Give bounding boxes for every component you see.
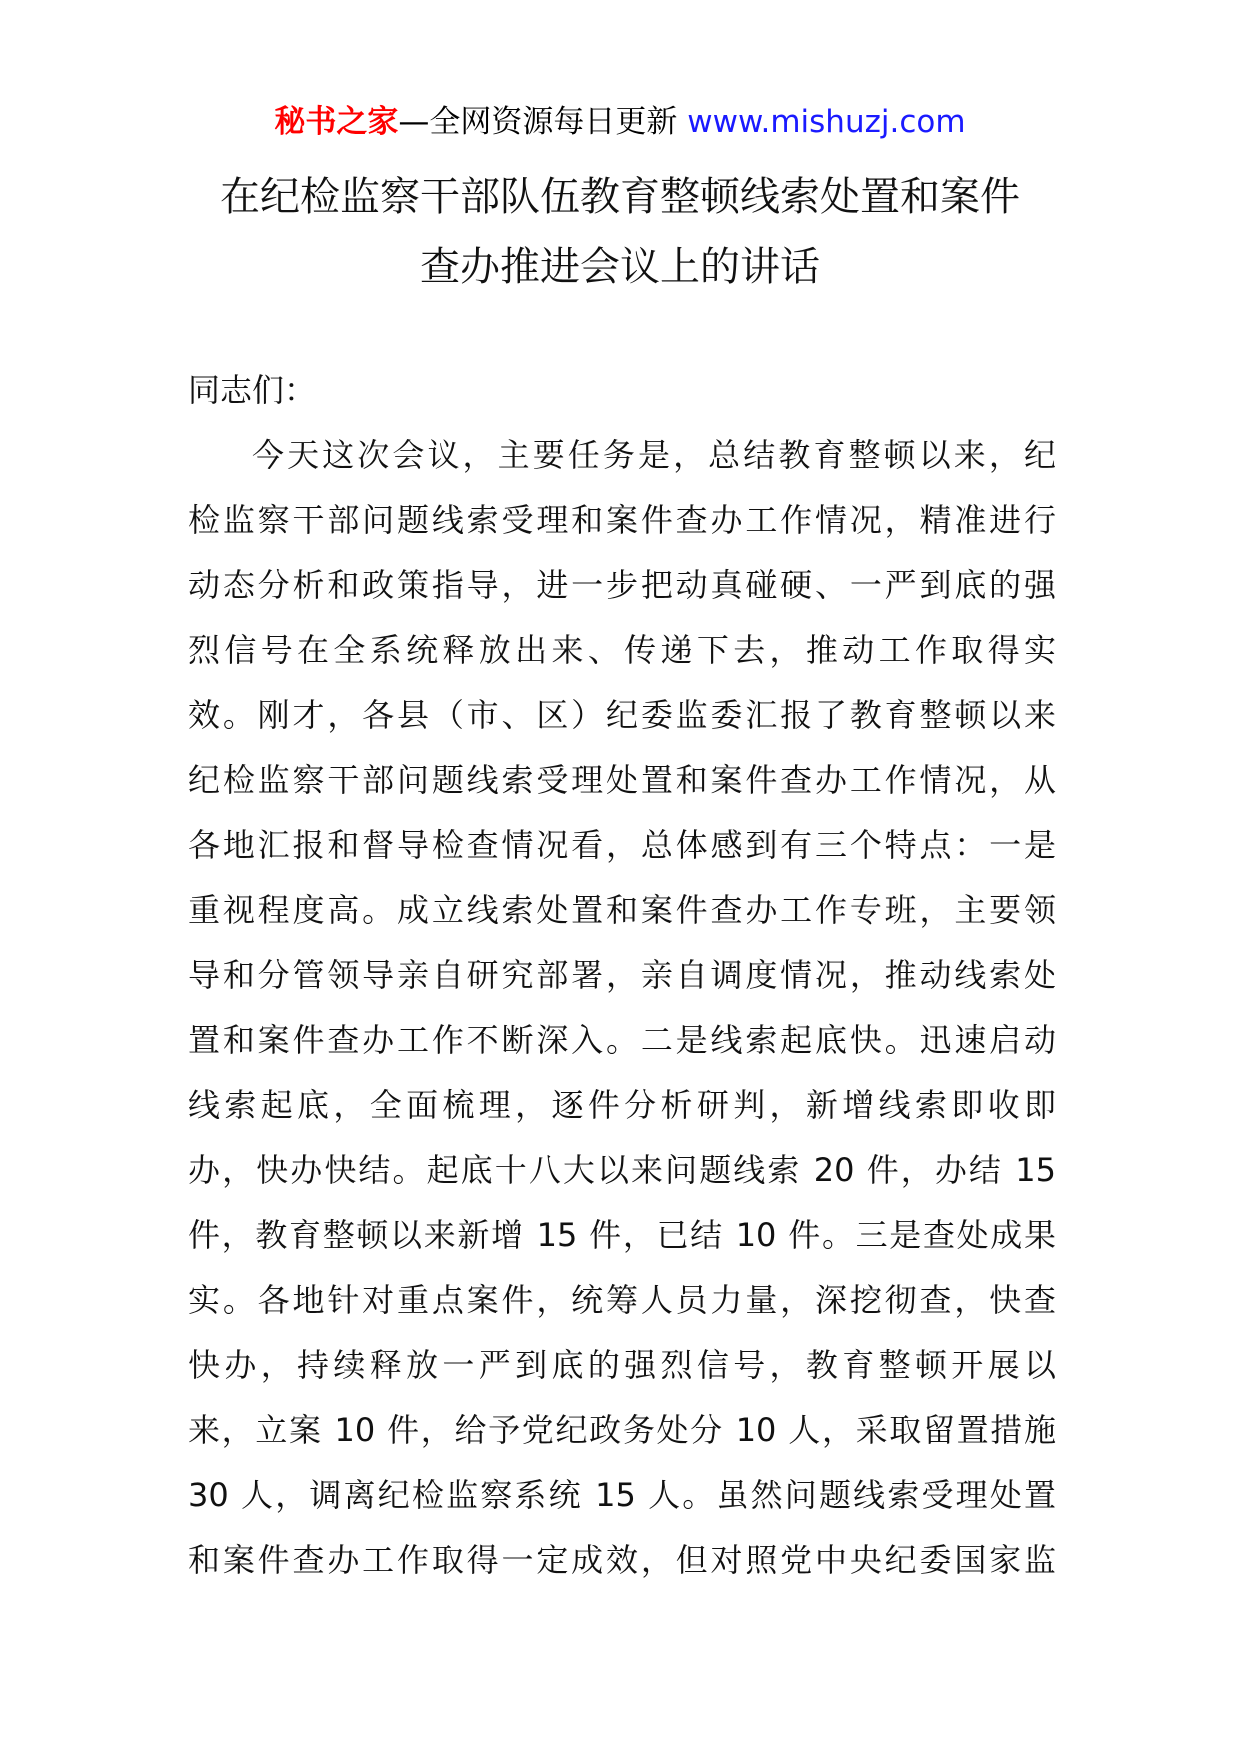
body-line: 各地汇报和督导检查情况看，总体感到有三个特点：一是 xyxy=(188,826,1056,864)
body-line: 导和分管领导亲自研究部署，亲自调度情况，推动线索处 xyxy=(188,956,1056,994)
body-line: 件，教育整顿以来新增 15 件，已结 10 件。三是查处成果 xyxy=(188,1216,1056,1254)
document-title-line-1: 在纪检监察干部队伍教育整顿线索处置和案件 xyxy=(220,174,1020,220)
body-line: 纪检监察干部问题线索受理处置和案件查办工作情况，从 xyxy=(188,761,1056,799)
body-line: 实。各地针对重点案件，统筹人员力量，深挖彻查，快查 xyxy=(188,1281,1056,1319)
body-line: 今天这次会议，主要任务是，总结教育整顿以来，纪 xyxy=(252,436,1056,474)
site-name: 秘书之家 xyxy=(274,104,399,140)
body-line: 快办，持续释放一严到底的强烈信号，教育整顿开展以 xyxy=(188,1346,1056,1384)
salutation: 同志们： xyxy=(188,371,317,409)
body-line: 重视程度高。成立线索处置和案件查办工作专班，主要领 xyxy=(188,891,1056,929)
document-title xyxy=(140,162,1100,302)
site-slogan: —全网资源每日更新 xyxy=(398,104,678,140)
body-line: 烈信号在全系统释放出来、传递下去，推动工作取得实 xyxy=(188,631,1056,669)
body-line: 30 人，调离纪检监察系统 15 人。虽然问题线索受理处置 xyxy=(188,1476,1056,1514)
body-line: 和案件查办工作取得一定成效，但对照党中央纪委国家监 xyxy=(188,1541,1056,1579)
document-title-line-2: 查办推进会议上的讲话 xyxy=(420,244,820,290)
body-line: 来，立案 10 件，给予党纪政务处分 10 人，采取留置措施 xyxy=(188,1411,1056,1449)
body-line: 置和案件查办工作不断深入。二是线索起底快。迅速启动 xyxy=(188,1021,1056,1059)
body-line: 办，快办快结。起底十八大以来问题线索 20 件，办结 15 xyxy=(188,1151,1056,1189)
site-banner xyxy=(0,100,1240,144)
body-line: 效。刚才，各县（市、区）纪委监委汇报了教育整顿以来 xyxy=(188,696,1056,734)
site-url-link[interactable]: www.mishuzj.com xyxy=(677,104,966,140)
body-line: 动态分析和政策指导，进一步把动真碰硬、一严到底的强 xyxy=(188,566,1056,604)
body-line: 线索起底，全面梳理，逐件分析研判，新增线索即收即 xyxy=(188,1086,1056,1124)
speech-body xyxy=(188,423,1056,1593)
body-line: 检监察干部问题线索受理和案件查办工作情况，精准进行 xyxy=(188,501,1056,539)
